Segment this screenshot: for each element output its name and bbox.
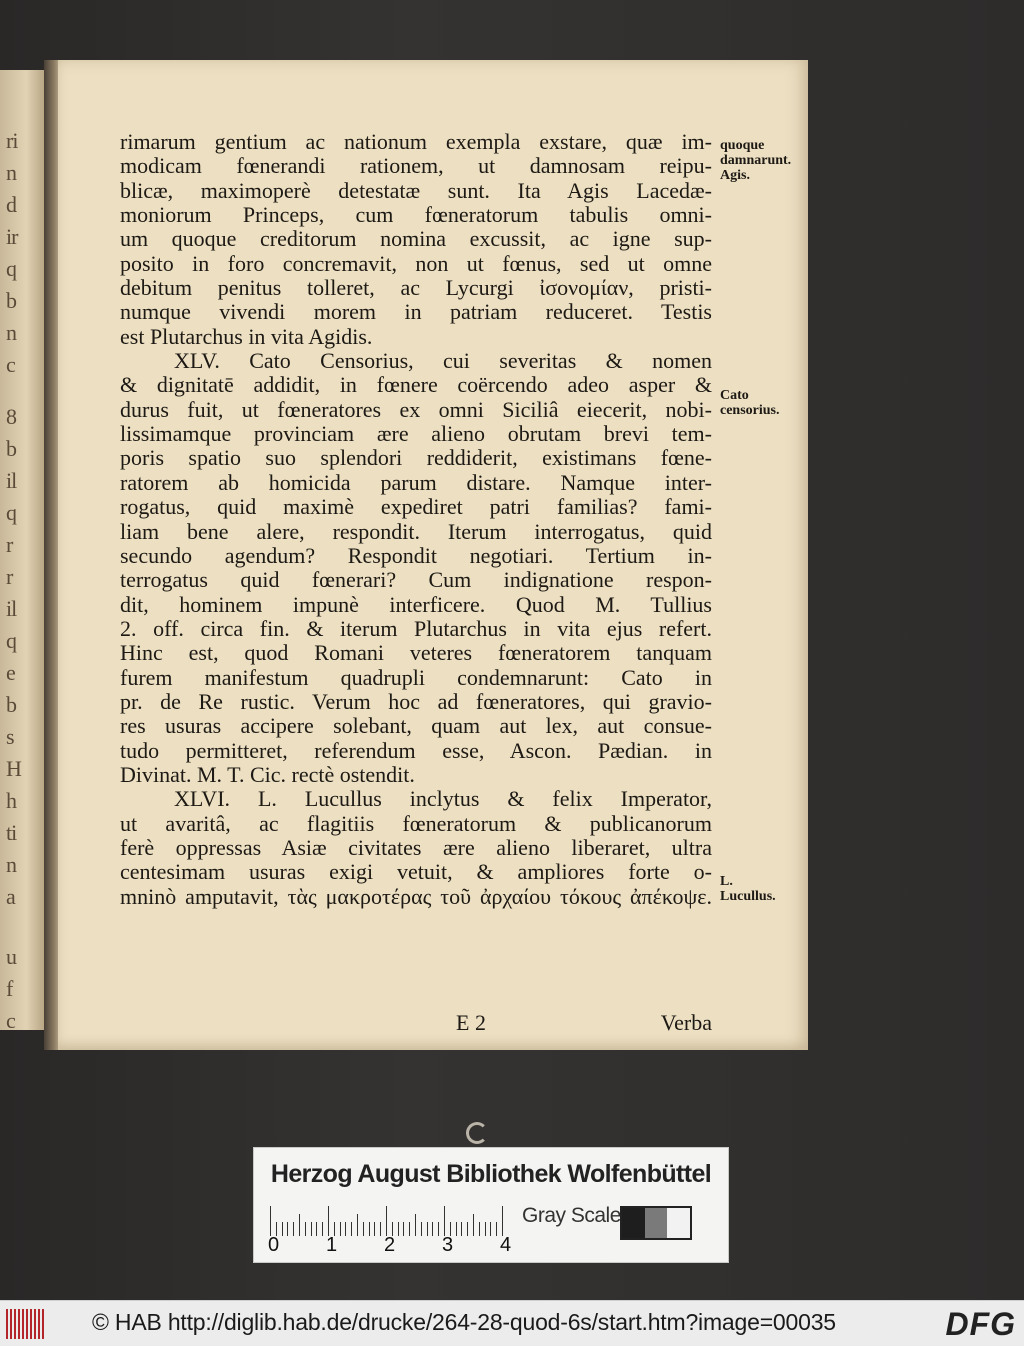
dfg-logo: DFG (945, 1306, 1016, 1342)
barcode-bar (34, 1309, 36, 1339)
text-line: terrogatus quid fœnerari? Cum indignatione respon- (120, 567, 712, 593)
ruler-numbers (268, 1234, 528, 1258)
text-line: secundo agendum? Respondit negotiari. Tertium in- (120, 542, 712, 568)
ruler-tick (415, 1214, 416, 1236)
ruler-tick (357, 1214, 358, 1236)
barcode-bar (6, 1309, 8, 1339)
ruler-tick (386, 1206, 387, 1236)
section-heading-line: XLV. Cato Censorius, cui severitas & nomen (174, 348, 712, 374)
text-line: Hinc est, quod Romani veteres fœneratorem tanquam (120, 640, 712, 666)
text-line: & dignitatē addidit, in fœnere coërcendo adeo asper & (120, 372, 712, 398)
ruler-tick (502, 1206, 503, 1236)
text-line: Divinat. M. T. Cic. rectè ostendit. (120, 761, 415, 787)
margin-note-agis: quoque damnarunt. Agis. (720, 138, 792, 183)
catchword: Verba (660, 1010, 712, 1035)
text-line: ratorem ab homicida parum distare. Namque inter- (120, 469, 712, 495)
gray-swatch-light (667, 1208, 690, 1238)
barcode-icon (6, 1309, 46, 1339)
ruler-number: 3 (442, 1234, 454, 1256)
margin-note-lucullus: L. Lucullus. (720, 874, 776, 904)
page-footer (120, 1010, 712, 1036)
text-line: poris spatio suo splendori reddiderit, existimans fœne- (120, 445, 712, 471)
text-line: moniorum Princeps, cum fœneratorum tabulis omni- (120, 202, 712, 228)
text-line: furem manifestum quadrupli condemnarunt: Cato in (120, 664, 712, 690)
text-line: posito in foro concremavit, non ut fœnus, sed ut omne (120, 250, 712, 276)
library-color-card (253, 1147, 729, 1263)
ruler-tick (473, 1214, 474, 1236)
text-line: lissimamque provinciam ære alieno obrutam brevi tem- (120, 421, 712, 447)
barcode-bar (30, 1309, 32, 1339)
gray-swatch-dark (622, 1208, 645, 1238)
text-line: um quoque creditorum nomina excussit, ac igne sup- (120, 226, 712, 252)
gray-scale-label: Gray Scale (522, 1204, 621, 1227)
gray-swatch-mid (645, 1208, 668, 1238)
ruler-number: 4 (500, 1234, 512, 1256)
clip-icon (466, 1122, 488, 1144)
section-heading-line: XLVI. L. Lucullus inclytus & felix Imperator, (174, 786, 712, 812)
attribution-bar (0, 1300, 1024, 1346)
barcode-bar (26, 1309, 28, 1339)
facing-page-edge: ri n d ir q b n c 8 b il q r r il q e b s H h ti n a u f c (0, 70, 44, 1030)
text-line: rimarum gentium ac nationum exempla exstare, quæ im- (120, 129, 712, 154)
scale-ruler (270, 1202, 506, 1236)
text-line: durus fuit, ut fœneratores ex omni Siciliâ eiecerit, nobi- (120, 396, 712, 422)
barcode-bar (14, 1309, 16, 1339)
text-line: ferè oppressas Asiæ civitates ære alieno liberaret, ultra (120, 834, 712, 860)
text-line: centesimam usuras exigi vetuit, & ampliores forte o- (120, 859, 712, 885)
text-line: rogatus, quid maximè expediret patri familias? fami- (120, 494, 712, 520)
text-line: 2. off. circa fin. & iterum Plutarchus in vita ejus refert. (120, 615, 712, 641)
ruler-number: 1 (326, 1234, 338, 1256)
text-line: blicæ, maximoperè detestatæ sunt. Ita Agis Lacedæ- (120, 177, 712, 203)
ruler-number: 2 (384, 1234, 396, 1256)
ruler-tick (328, 1206, 329, 1236)
barcode-bar (38, 1309, 40, 1339)
page-body-text (120, 130, 712, 909)
signature-mark: E 2 (456, 1010, 486, 1035)
ruler-tick (270, 1206, 271, 1236)
text-line: numque vivendi morem in patriam reduceret. Testis (120, 299, 712, 325)
text-line: debitum penitus tolleret, ac Lycurgi ἰσονομίαν, pristi- (120, 275, 712, 301)
barcode-bar (10, 1309, 12, 1339)
ruler-tick (444, 1206, 445, 1236)
gray-scale-swatches (620, 1206, 692, 1240)
text-line: tudo permitteret, referendum esse, Ascon. Pædian. in (120, 737, 712, 763)
card-title: Herzog August Bibliothek Wolfenbüttel (270, 1160, 712, 1188)
text-line: ut avaritâ, ac flagitiis fœneratorum & publicanorum (120, 810, 712, 836)
margin-note-cato: Cato censorius. (720, 388, 780, 418)
barcode-bar (42, 1309, 44, 1339)
text-line: dit, hominem impunè interficere. Quod M. Tullius (120, 591, 712, 617)
text-line: est Plutarchus in vita Agidis. (120, 323, 373, 349)
text-line: pr. de Re rustic. Verum hoc ad fœneratores, qui gravio- (120, 688, 712, 714)
ruler-tick (299, 1214, 300, 1236)
barcode-bar (22, 1309, 24, 1339)
text-line: mninò amputavit, τὰς μακροτέρας τοῦ ἀρχαίου τόκους ἀπέκοψε. (120, 883, 712, 909)
barcode-bar (18, 1309, 20, 1339)
text-line: liam bene alere, respondit. Iterum interrogatus, quid (120, 518, 712, 544)
credit-link[interactable]: © HAB http://diglib.hab.de/drucke/264-28-quod-6s/start.htm?image=00035 (92, 1309, 836, 1335)
ruler-number: 0 (268, 1234, 280, 1256)
text-line: modicam fœnerandi rationem, ut damnosam reipu- (120, 153, 712, 179)
book-page (58, 60, 808, 1050)
text-line: res usuras accipere solebant, quam aut lex, aut consue- (120, 713, 712, 739)
